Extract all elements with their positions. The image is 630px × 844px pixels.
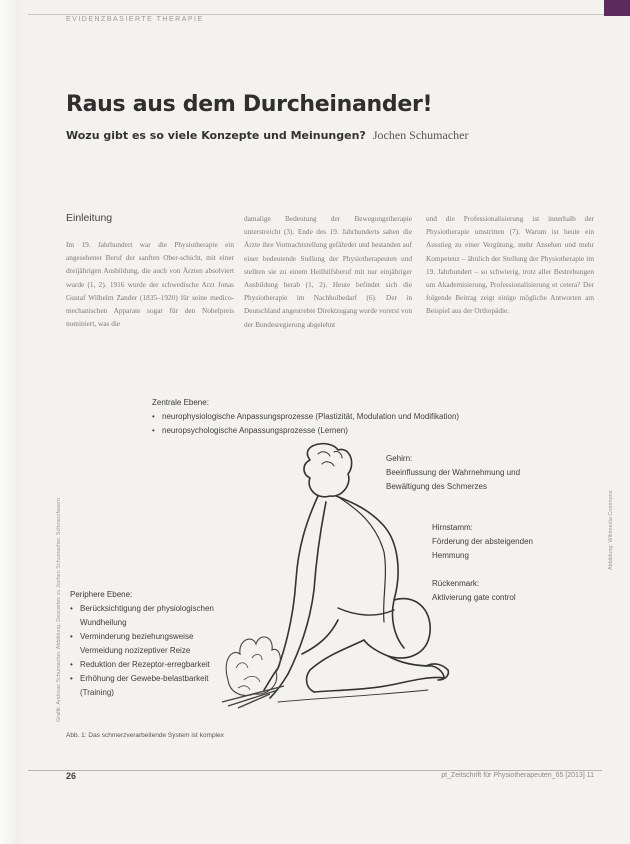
peripheral-level-list [70, 602, 220, 700]
article-subtitle: Wozu gibt es so viele Konzepte und Meinungen? [66, 129, 366, 142]
column-1-text: Im 19. Jahrhundert war die Physiotherapie ein angesehener Beruf der sanften Ober-schicht, mit einer dreijährigen Ausbildung, die auch von Ärzten absolviert wurde (1, 2). 1916 wurde der schwedische Arzt Jonas Gustaf Wilhelm Zander (1835–1920) für seine medico-mechanischen Apparate sogar für den Nobelpreis nominiert, was die [66, 240, 234, 329]
spinal-cord-label: Rückenmark: [432, 579, 480, 588]
brainstem-block [432, 521, 582, 563]
figure-credit-right: Abbildung: Wikimedia Commons [608, 490, 614, 570]
column-3-text: und die Professionalisierung ist innerhalb der Physiotherapie umstritten (7). Warum ist heute ein Ausstieg zu einer Vergütung, mehr Ansehen und mehr Kompetenz – ähnlich der Stellung der Physiotherapie im 19. Jahrhundert – so schwierig, trotz aller Bestrebungen um Akademisierung, Professionalisierung et cetera? Der folgende Beitrag zeigt einige mögliche Antworten am Beispiel aus der Orthopädie. [426, 214, 594, 316]
column-2-text: damalige Bedeutung der Bewegungstherapie unterstreicht (3). Ende des 19. Jahrhunderts sahen die Ärzte ihre Vormachtstellung gefährdet und bestanden auf einer bedeutende Stellung der Physiotherapeuten und stellten sie zu einem Heilhilfsberuf mit nur einjähriger Ausbildung herab (1, 2). Heute befindet sich die Physiotherapie im Nachholbedarf (6). Der in Deutschland angestrebte Direktzugang wurde vorerst von der Bundesregierung abgelehnt [244, 214, 412, 329]
list-item: • Berücksichtigung der physiologischen Wundheilung [70, 602, 220, 630]
brainstem-text-line-1: Förderung der absteigenden [432, 537, 533, 546]
figure-credit-left: Grafik: Andreas Schumacher, Abbildung: Descartes zu Jochen Schumacher, Schmerzfasern [56, 498, 62, 722]
footer-divider [28, 770, 602, 771]
brain-label: Gehirn: [386, 454, 413, 463]
page-number: 26 [66, 771, 77, 781]
brain-block [386, 452, 576, 494]
peripheral-level-block [70, 588, 220, 700]
peripheral-level-label: Periphere Ebene: [70, 590, 133, 599]
page-edge [0, 0, 20, 844]
figure-back [336, 496, 404, 648]
top-accent-tab [604, 0, 630, 16]
journal-footer: pt_Zeitschrift für Physiotherapeuten_65 [2013] 11 [441, 772, 594, 779]
list-item: • neurophysiologische Anpassungsprozesse (Plastizität, Modulation und Modifikation) [152, 410, 459, 424]
central-level-label: Zentrale Ebene: [152, 398, 209, 407]
figure-head [304, 444, 352, 497]
brainstem-label: Hirnstamm: [432, 523, 473, 532]
top-bar [28, 0, 630, 15]
body-column-3 [426, 212, 594, 318]
list-item: • Erhöhung der Gewebe-belastbarkeit (Training) [70, 672, 220, 700]
article-author: Jochen Schumacher [372, 128, 469, 142]
list-item: • neuropsychologische Anpassungsprozesse (Lernen) [152, 424, 459, 438]
section-heading: Einleitung [66, 212, 113, 224]
central-level-list [152, 410, 459, 438]
article-title: Raus aus dem Durcheinander! [66, 92, 433, 117]
spinal-cord-block [432, 577, 582, 605]
brain-text-line-2: Bewältigung des Schmerzes [386, 482, 487, 491]
spinal-cord-text: Aktivierung gate control [432, 593, 516, 602]
figure-caption: Abb. 1: Das schmerzverarbeitende System ist komplex [66, 732, 224, 739]
figure-arm [278, 496, 318, 668]
brain-text-line-1: Beeinflussung der Wahrnehmung und [386, 468, 521, 477]
central-level-block [152, 396, 459, 438]
list-item: • Verminderung beziehungsweise Vermeidung nozizeptiver Reize [70, 630, 220, 658]
section-label: EVIDENZBASIERTE THERAPIE [66, 16, 204, 23]
body-column-1 [66, 212, 234, 330]
list-item: • Reduktion der Rezeptor-erregbarkeit [70, 658, 220, 672]
figure-hip [364, 599, 430, 658]
subtitle-row [66, 128, 469, 143]
brainstem-text-line-2: Hemmung [432, 551, 469, 560]
body-column-2 [244, 212, 412, 331]
